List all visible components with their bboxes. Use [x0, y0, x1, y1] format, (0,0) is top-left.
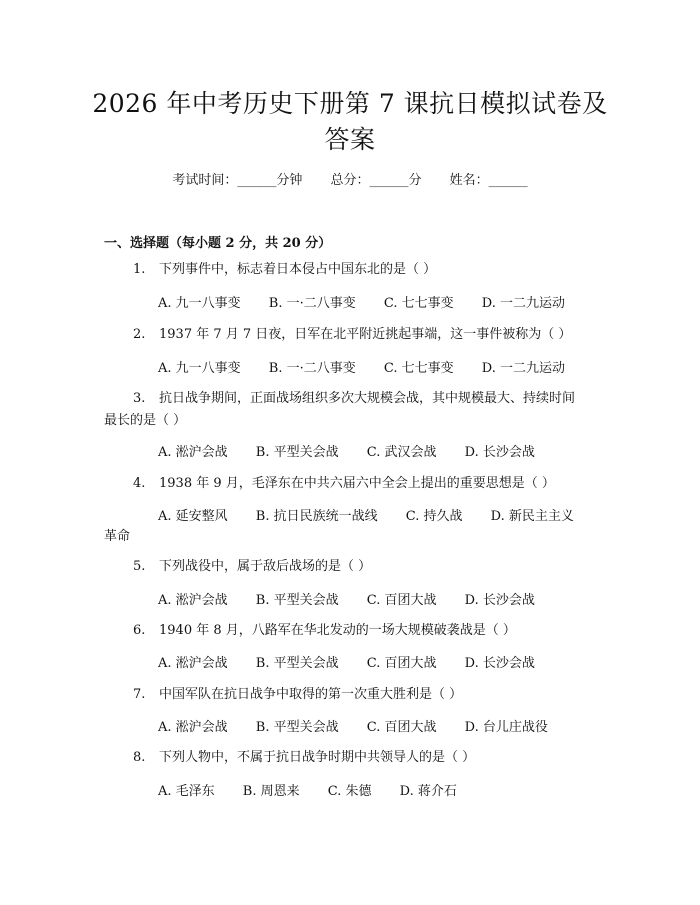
question-2 — [133, 325, 571, 344]
question-stem: 1938 年 9 月，毛泽东在中共六届六中全会上提出的重要思想是（ ） — [159, 476, 555, 491]
option-a: A. 毛泽东 — [158, 784, 215, 799]
option-b: B. 平型关会战 — [255, 656, 339, 671]
option-c: C. 朱德 — [327, 784, 372, 799]
question-8 — [133, 748, 475, 767]
title-line-1: 2026 年中考历史下册第 7 课抗日模拟试卷及 — [92, 89, 608, 118]
question-number: 6. — [133, 623, 146, 638]
option-b: B. 抗日民族统一战线 — [255, 509, 378, 524]
question-number: 1. — [133, 262, 146, 277]
option-c: C. 武汉会战 — [366, 445, 437, 460]
question-5-options — [158, 589, 535, 608]
option-c: C. 七七事变 — [383, 296, 454, 311]
exam-time-label: 考试时间：______分钟 — [172, 173, 303, 188]
option-b: B. 周恩来 — [242, 784, 300, 799]
question-4-options — [158, 505, 574, 524]
name-label: 姓名：______ — [449, 173, 528, 188]
option-b: B. 一·二八事变 — [268, 361, 356, 376]
question-1-options — [158, 292, 565, 311]
option-c: C. 百团大战 — [366, 593, 437, 608]
question-stem-line-1: 抗日战争期间，正面战场组织多次大规模会战，其中规模最大、持续时间 — [159, 391, 576, 406]
question-stem: 1937 年 7 月 7 日夜，日军在北平附近挑起事端，这一事件被称为（ ） — [159, 327, 572, 342]
question-6 — [133, 621, 516, 640]
option-a: A. 淞沪会战 — [158, 656, 228, 671]
question-4-option-wrap: 革命 — [104, 529, 131, 544]
option-b: B. 一·二八事变 — [268, 296, 356, 311]
option-d: D. 一二九运动 — [481, 361, 566, 376]
question-4 — [133, 474, 555, 493]
option-a: A. 九一八事变 — [158, 296, 241, 311]
option-a: A. 九一八事变 — [158, 361, 241, 376]
option-b: B. 平型关会战 — [255, 720, 339, 735]
question-3-stem-line-2: 最长的是（ ） — [104, 413, 187, 428]
option-a: A. 延安整风 — [158, 509, 228, 524]
question-number: 4. — [133, 476, 146, 491]
question-7-options — [158, 716, 548, 735]
question-number: 2. — [133, 327, 146, 342]
option-c: C. 七七事变 — [383, 361, 454, 376]
question-3 — [133, 389, 575, 408]
option-c: C. 持久战 — [405, 509, 463, 524]
section-heading: 一、选择题（每小题 2 分，共 20 分） — [104, 236, 332, 251]
question-number: 7. — [133, 687, 146, 702]
question-stem: 下列事件中，标志着日本侵占中国东北的是（ ） — [159, 262, 437, 277]
option-b: B. 平型关会战 — [255, 593, 339, 608]
question-3-options — [158, 441, 535, 460]
option-c: C. 百团大战 — [366, 656, 437, 671]
exam-meta — [0, 169, 700, 188]
question-8-options — [158, 780, 457, 799]
option-a: A. 淞沪会战 — [158, 593, 228, 608]
question-number: 8. — [133, 750, 146, 765]
option-d: D. 长沙会战 — [464, 656, 535, 671]
option-d: D. 一二九运动 — [481, 296, 566, 311]
option-d: D. 台儿庄战役 — [464, 720, 548, 735]
option-d: D. 蒋介石 — [399, 784, 457, 799]
option-a: A. 淞沪会战 — [158, 720, 228, 735]
question-stem: 下列战役中，属于敌后战场的是（ ） — [159, 559, 372, 574]
option-d: D. 新民主主义 — [490, 509, 574, 524]
question-6-options — [158, 652, 535, 671]
total-score-label: 总分：______分 — [330, 173, 422, 188]
question-2-options — [158, 357, 565, 376]
option-b: B. 平型关会战 — [255, 445, 339, 460]
question-number: 3. — [133, 391, 146, 406]
question-stem: 下列人物中，不属于抗日战争时期中共领导人的是（ ） — [159, 750, 476, 765]
question-7 — [133, 685, 462, 704]
question-stem: 中国军队在抗日战争中取得的第一次重大胜利是（ ） — [159, 687, 463, 702]
title-line-2: 答案 — [324, 125, 376, 154]
option-a: A. 淞沪会战 — [158, 445, 228, 460]
document-title — [60, 86, 640, 158]
option-d: D. 长沙会战 — [464, 445, 535, 460]
question-stem: 1940 年 8 月，八路军在华北发动的一场大规模破袭战是（ ） — [159, 623, 516, 638]
question-5 — [133, 557, 371, 576]
option-c: C. 百团大战 — [366, 720, 437, 735]
question-1 — [133, 260, 436, 279]
option-d: D. 长沙会战 — [464, 593, 535, 608]
question-number: 5. — [133, 559, 146, 574]
